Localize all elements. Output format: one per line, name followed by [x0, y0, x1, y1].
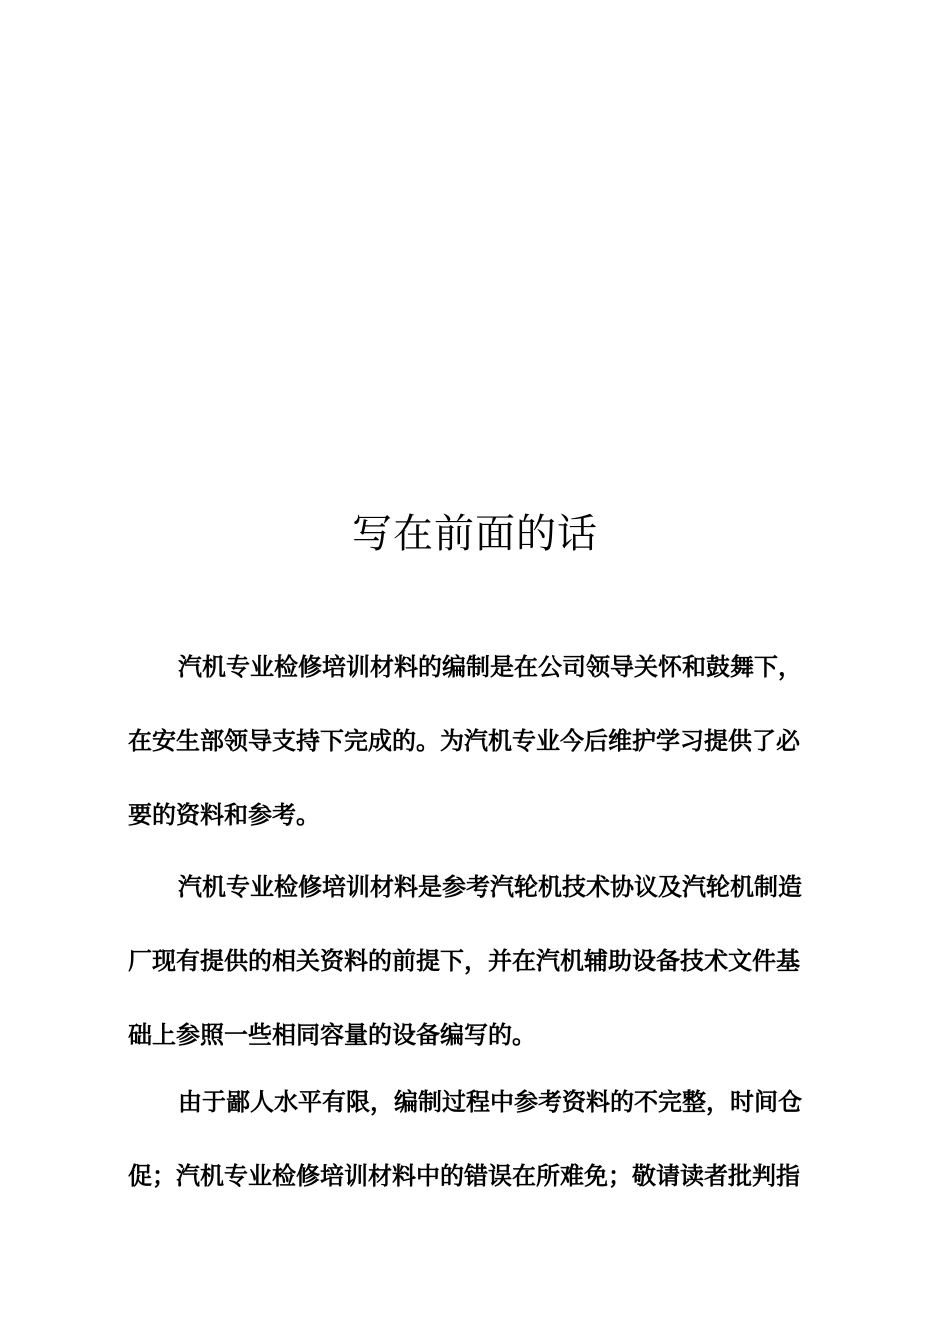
paragraph-line: 厂现有提供的相关资料的前提下，并在汽机辅助设备技术文件基	[128, 946, 800, 975]
paragraph-2	[128, 850, 850, 1072]
paragraph-line: 由于鄙人水平有限，编制过程中参考资料的不完整，时间仓	[178, 1087, 802, 1116]
paragraph-line: 在安生部领导支持下完成的。为汽机专业今后维护学习提供了必	[128, 726, 800, 755]
document-title: 写在前面的话	[352, 511, 598, 557]
paragraph-line: 汽机专业检修培训材料是参考汽轮机技术协议及汽轮机制造	[178, 872, 802, 901]
paragraph-line: 要的资料和参考。	[128, 800, 320, 829]
paragraph-line: 础上参照一些相同容量的设备编写的。	[128, 1020, 536, 1049]
paragraph-line: 汽机专业检修培训材料的编制是在公司领导关怀和鼓舞下，	[178, 652, 802, 681]
paragraph-3	[128, 1065, 850, 1213]
paragraph-1	[128, 630, 850, 852]
paragraph-line: 促；汽机专业检修培训材料中的错误在所难免；敬请读者批判指	[128, 1161, 800, 1190]
